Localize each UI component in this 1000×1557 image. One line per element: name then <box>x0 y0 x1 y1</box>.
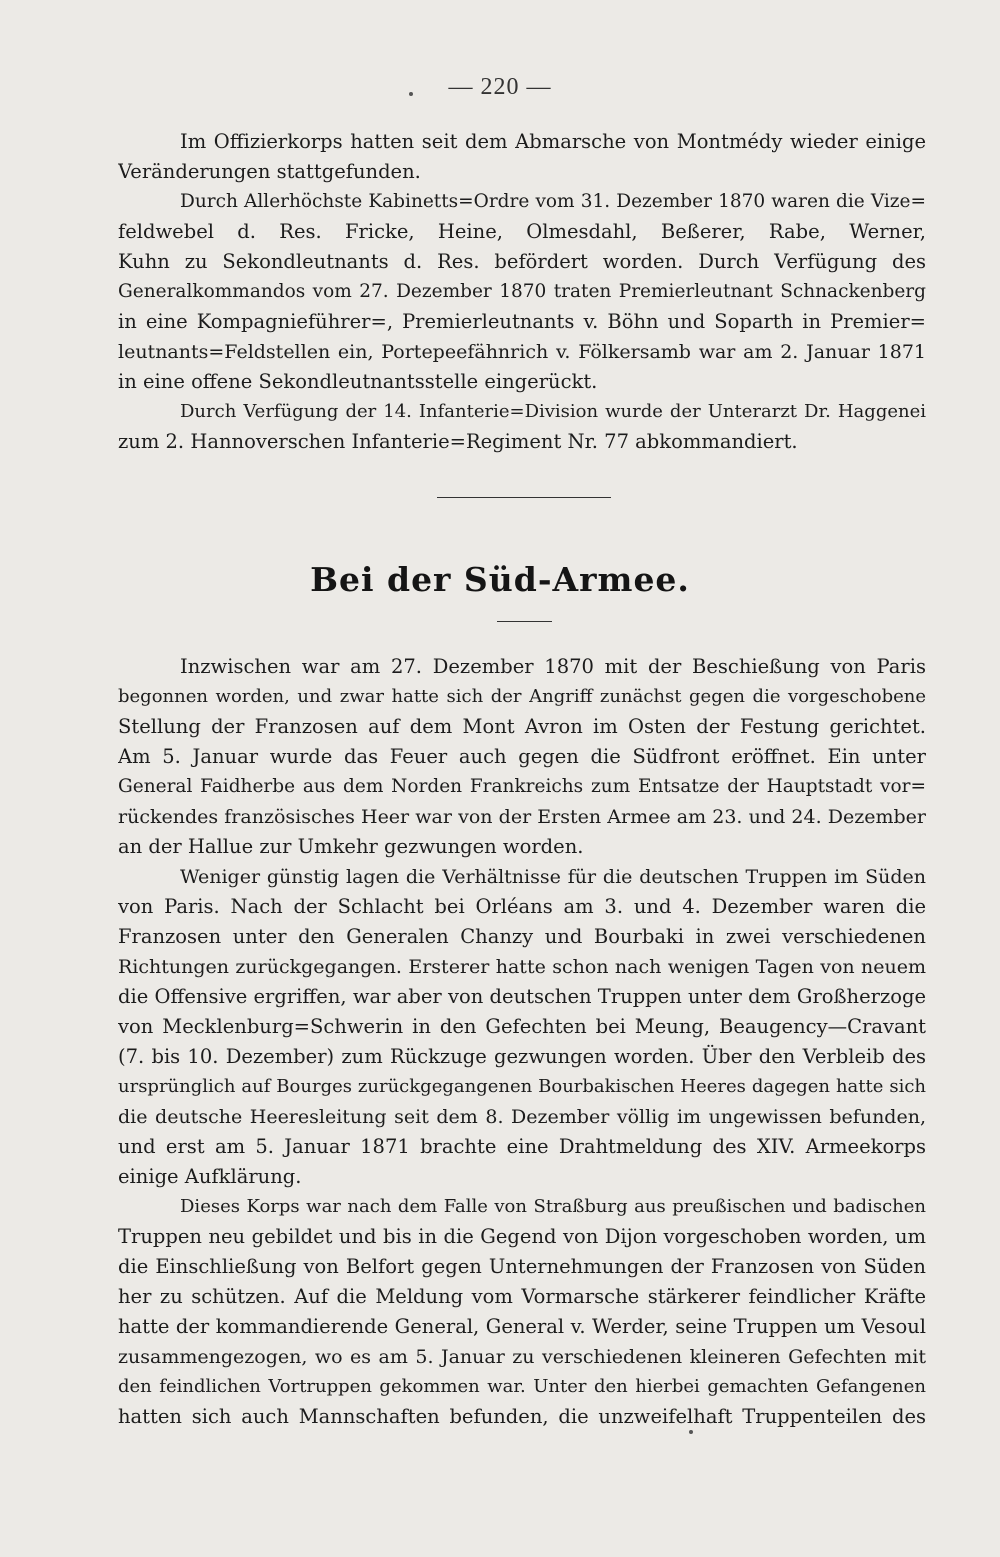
section-south-army <box>118 652 926 1432</box>
text-line: Kuhn zu Sekondleutnants d. Res. befördert worden. Durch Verfügung des <box>118 250 926 273</box>
text-line: rückendes französisches Heer war von der Ersten Armee am 23. und 24. Dezember <box>118 806 926 828</box>
text-line: Inzwischen war am 27. Dezember 1870 mit der Beschießung von Paris <box>180 655 926 678</box>
text-line: Am 5. Januar wurde das Feuer auch gegen die Südfront eröffnet. Ein unter <box>118 745 926 768</box>
page-number: — 220 — <box>448 74 552 100</box>
text-line: (7. bis 10. Dezember) zum Rückzuge gezwungen worden. Über den Verbleib des <box>118 1045 926 1068</box>
text-line: hatten sich auch Mannschaften befunden, die unzweifelhaft Truppenteilen des <box>118 1405 926 1428</box>
text-line: in eine offene Sekondleutnantsstelle eingerückt. <box>118 370 598 393</box>
text-line: Durch Verfügung der 14. Infanterie=Division wurde der Unterarzt Dr. Haggenei <box>180 401 926 422</box>
text-line: einige Aufklärung. <box>118 1165 302 1188</box>
text-line: Generalkommandos vom 27. Dezember 1870 traten Premierleutnant Schnackenberg <box>118 281 926 302</box>
text-line: Franzosen unter den Generalen Chanzy und Bourbaki in zwei verschiedenen <box>118 925 926 948</box>
text-line: begonnen worden, und zwar hatte sich der Angriff zunächst gegen die vorgeschobene <box>118 686 926 707</box>
text-line: leutnants=Feldstellen ein, Portepeefähnrich v. Fölkersamb war am 2. Januar 1871 <box>118 341 926 363</box>
text-line: Truppen neu gebildet und bis in die Gegend von Dijon vorgeschoben worden, um <box>118 1225 926 1248</box>
text-line: Im Offizierkorps hatten seit dem Abmarsche von Montmédy wieder einige <box>180 130 926 153</box>
text-line: an der Hallue zur Umkehr gezwungen worden. <box>118 835 584 858</box>
text-line: Weniger günstig lagen die Verhältnisse für die deutschen Truppen im Süden <box>180 866 926 888</box>
text-line: Veränderungen stattgefunden. <box>118 160 421 183</box>
text-line: die Offensive ergriffen, war aber von deutschen Truppen unter dem Großherzoge <box>118 985 926 1008</box>
text-line: hatte der kommandierende General, General v. Werder, seine Truppen um Vesoul <box>118 1315 926 1338</box>
text-line: von Mecklenburg=Schwerin in den Gefechten bei Meung, Beaugency—Cravant <box>118 1015 926 1038</box>
text-line: Stellung der Franzosen auf dem Mont Avron im Osten der Festung gerichtet. <box>118 715 926 738</box>
text-line: General Faidherbe aus dem Norden Frankreichs zum Entsatze der Hauptstadt vor= <box>118 776 926 797</box>
text-line: den feindlichen Vortruppen gekommen war. Unter den hierbei gemachten Gefangenen <box>118 1376 926 1397</box>
section-heading: Bei der Süd-Armee. <box>310 560 690 599</box>
text-line: her zu schützen. Auf die Meldung vom Vormarsche stärkerer feindlicher Kräfte <box>118 1285 926 1308</box>
text-line: zum 2. Hannoverschen Infanterie=Regiment Nr. 77 abkommandiert. <box>118 430 798 453</box>
text-line: Dieses Korps war nach dem Falle von Straßburg aus preußischen und badischen <box>180 1196 926 1217</box>
section-divider <box>437 497 611 498</box>
text-line: von Paris. Nach der Schlacht bei Orléans am 3. und 4. Dezember waren die <box>118 895 926 918</box>
section-officer-corps <box>118 127 926 457</box>
text-line: die deutsche Heeresleitung seit dem 8. Dezember völlig im ungewissen befunden, <box>118 1106 926 1128</box>
text-line: ursprünglich auf Bourges zurückgegangenen Bourbakischen Heeres dagegen hatte sich <box>118 1076 926 1097</box>
text-line: zusammengezogen, wo es am 5. Januar zu verschiedenen kleineren Gefechten mit <box>118 1346 926 1368</box>
heading-underline <box>497 621 552 622</box>
text-line: Richtungen zurückgegangen. Ersterer hatte schon nach wenigen Tagen von neuem <box>118 956 926 978</box>
text-line: die Einschließung von Belfort gegen Unternehmungen der Franzosen von Süden <box>118 1255 926 1278</box>
text-line: Durch Allerhöchste Kabinetts=Ordre vom 31. Dezember 1870 waren die Vize= <box>180 191 926 212</box>
text-line: feldwebel d. Res. Fricke, Heine, Olmesdahl, Beßerer, Rabe, Werner, <box>118 220 926 243</box>
text-line: und erst am 5. Januar 1871 brachte eine Drahtmeldung des XIV. Armeekorps <box>118 1135 926 1158</box>
text-line: in eine Kompagnieführer=, Premierleutnants v. Böhn und Soparth in Premier= <box>118 310 926 333</box>
print-speck <box>689 1430 693 1434</box>
